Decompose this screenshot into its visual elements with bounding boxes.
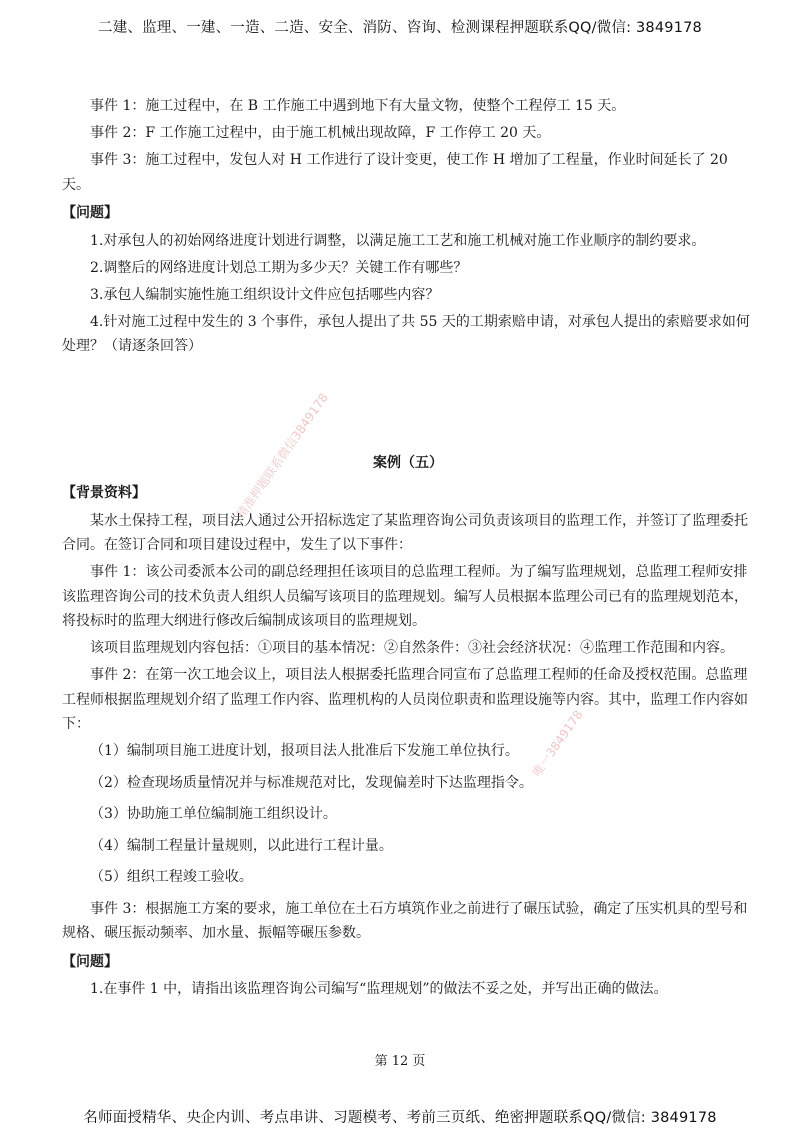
event-2-text: 事件 2：F 工作施工过程中，由于施工机械出现故障，F 工作停工 20 天。 <box>90 125 551 141</box>
watermark-text-2: 唯一3849178 <box>529 707 586 780</box>
question-2: 2.调整后的网络进度计划总工期为多少天？关键工作有哪些？ <box>90 259 468 276</box>
case-event-1: 事件 1：该公司委派本公司的副总经理担任该项目的总监理工程师。为了编写监理规划，总监理工程师安排该监理咨询公司的技术负责人组织人员编写该项目的监理规划。编写人员根据本监理公司已有的监理规划范本，将投标时的监理大纲进行修改后编制成该项目的监理规划。 <box>62 564 748 629</box>
case-intro: 某水土保持工程，项目法人通过公开招标选定了某监理咨询公司负责该项目的监理工作，并签订了监理委托合同。在签订合同和项目建设过程中，发生了以下事件： <box>62 512 748 553</box>
page-footer: 名师面授精华、央企内训、考点串讲、习题模考、考前三页纸、绝密押题联系QQ/微信: 3849178 <box>83 1110 717 1126</box>
document-body <box>62 94 754 1004</box>
case-event-3: 事件 3：根据施工方案的要求，施工单位在土石方填筑作业之前进行了碾压试验，确定了压实机具的型号和规格、碾压振动频率、加水量、振幅等碾压参数。 <box>62 900 748 941</box>
event-1-text: 事件 1：施工过程中，在 B 工作施工中遇到地下有大量文物，使整个工程停工 15 天。 <box>90 98 626 114</box>
work-item: （1）编制项目施工进度计划，报项目法人批准后下发施工单位执行。 <box>90 743 519 759</box>
question-3: 3.承包人编制实施性施工组织设计文件应包括哪些内容？ <box>90 286 440 303</box>
case-questions-heading: 【问题】 <box>62 953 118 970</box>
question-4: 4.针对施工过程中发生的 3 个事件，承包人提出了共 55 天的工期索赔申请，对承包人提出的索赔要求如何处理？（请逐条回答） <box>62 313 750 354</box>
watermark-text: 精准押题联系微信3849178 <box>233 390 331 522</box>
background-heading: 【背景资料】 <box>62 485 146 501</box>
plan-content: 该项目监理规划内容包括：①项目的基本情况：②自然条件：③社会经济状况：④监理工作范围和内容。 <box>90 640 734 656</box>
work-item: （4）编制工程量计量规则，以此进行工程计量。 <box>90 837 393 854</box>
questions-heading: 【问题】 <box>62 205 118 221</box>
page-number: 第 12 页 <box>374 1054 426 1069</box>
case-question-1: 1.在事件 1 中，请指出该监理咨询公司编写“监理规划”的做法不妥之处，并写出正确的做法。 <box>90 981 668 997</box>
page-header: 二建、监理、一建、一造、二造、安全、消防、咨询、检测课程押题联系QQ/微信: 3849178 <box>98 20 702 36</box>
work-item: （5）组织工程竣工验收。 <box>90 869 253 885</box>
event-3-text: 事件 3：施工过程中，发包人对 H 工作进行了设计变更，使工作 H 增加了工程量，作业时间延长了 20 天。 <box>62 152 728 193</box>
work-item: （2）检查现场质量情况并与标准规范对比，发现偏差时下达监理指令。 <box>90 774 533 791</box>
work-item: （3）协助施工单位编制施工组织设计。 <box>90 806 337 822</box>
case-title: 案例（五） <box>373 454 443 471</box>
question-1: 1.对承包人的初始网络进度计划进行调整，以满足施工工艺和施工机械对施工作业顺序的制约要求。 <box>90 232 706 249</box>
case-event-2: 事件 2：在第一次工地会议上，项目法人根据委托监理合同宣布了总监理工程师的任命及授权范围。总监理工程师根据监理规划介绍了监理工作内容、监理机构的人员岗位职责和监理设施等内容。其中，监理工作内容如下： <box>62 667 748 732</box>
